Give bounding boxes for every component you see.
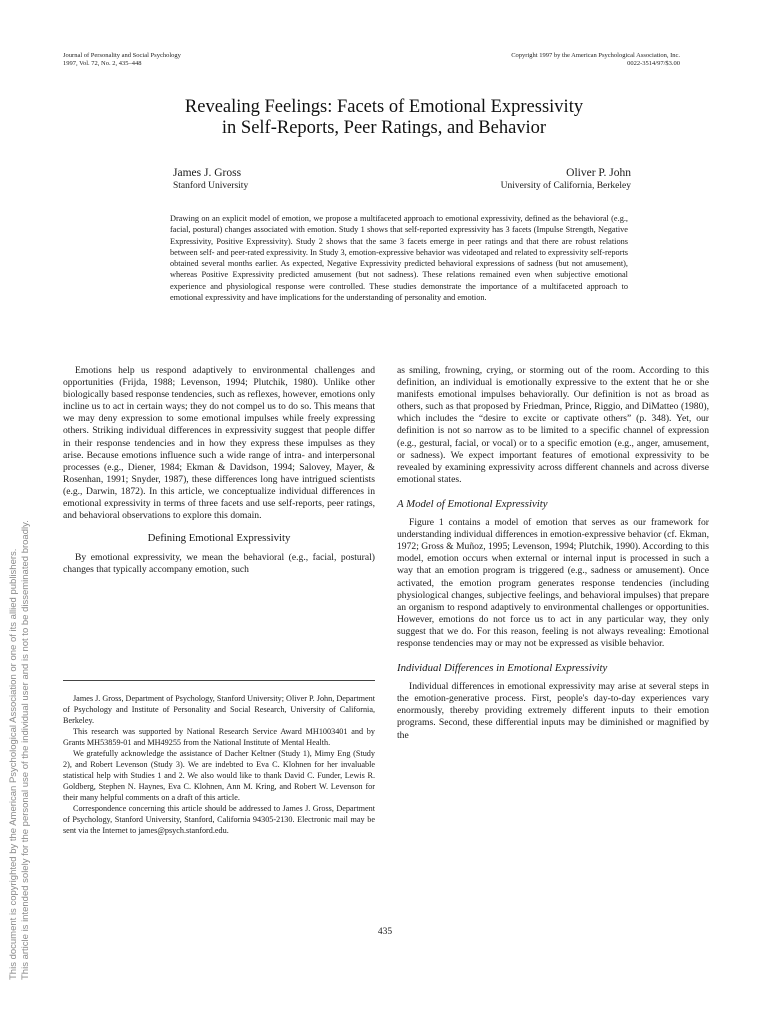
author-name: James J. Gross — [173, 167, 242, 179]
page-number: 435 — [377, 927, 393, 937]
title-line-1: Revealing Feelings: Facets of Emotional Expressivity — [184, 97, 584, 117]
author-affiliation: Stanford University — [173, 181, 249, 191]
section-heading: Defining Emotional Expressivity — [147, 532, 291, 545]
footnote-acknowledgments: We gratefully acknowledge the assistance of Dacher Keltner (Study 1), Mimy Eng (Study 2), and Robert Levenson (Study 3). We are indebted to Eva C. Klohnen for her invaluable statistical help with Studies 1 and 2. We also would like to thank David C. Funder, Lewis R. Goldberg, Stephen N. Haynes, Eva C. Klohnen, Ann M. Kring, and Robert W. Levenson for their many helpful comments on a draft of this article. — [63, 749, 375, 802]
body-paragraph: as smiling, frowning, crying, or storming out of the room. According to this definition, an individual is emotionally expressive to the extent that he or she manifests emotional impulses behaviorally. Our definition is not as broad as others, such as that proposed by Friedman, Prince, Riggio, and DiMatteo (1980), which includes the “desire to excite or captivate others” (p. 348). Yet, our definition is not so narrow as to be limited to a specific channel of expression (e.g., gestural, facial, or vocal) or to a specific emotion (e.g., anger, amusement, or sadness). We expect important features of emotional expressivity to be revealed by examining expressivity across different channels and across diverse emotional states. — [397, 365, 709, 485]
copyright-side-notice: This document is copyrighted by the American Psychological Association or one of its allied publishers. — [8, 548, 19, 980]
footnote-funding: This research was supported by National Research Service Award MH1003401 and by Grants MH53859-01 and MH49255 from the National Institute of Mental Health. — [63, 727, 375, 747]
intro-paragraph: Emotions help us respond adaptively to environmental challenges and opportunities (Frijda, 1988; Levenson, 1994; Plutchik, 1980). Unlike other biologically based response tendencies, such as reflexes, however, emotions only incline us to act in certain ways; they do not compel us to do so. This means that we may deny expression to some emotional impulses while freely expressing others. Striking individual differences in expressivity suggest that people differ in their response tendencies and in how they express these impulses as they arise. Because emotions influence such a wide range of intra- and interpersonal processes (e.g., Diener, 1984; Ekman & Davidson, 1994; Salovey, Mayer, & Rosenhan, 1991; Snyder, 1987), these differences long have intrigued scientists (e.g., Darwin, 1872). In this article, we conceptualize individual differences in emotional expressivity in terms of three facets and use self-reports, peer ratings, and behavioral observations to explore this domain. — [63, 365, 375, 522]
subsection-heading: Individual Differences in Emotional Expressivity — [397, 662, 608, 675]
author-affiliation: University of California, Berkeley — [500, 181, 631, 191]
issn-price: 0022-3514/97/$3.00 — [627, 60, 680, 67]
journal-name: Journal of Personality and Social Psychology — [63, 52, 181, 59]
copyright-info — [511, 52, 680, 68]
body-paragraph: Figure 1 contains a model of emotion that serves as our framework for understanding individual differences in emotion-expressive behavior (cf. Ekman, 1972; Gross & Muñoz, 1995; Levenson, 1994; Plutchik, 1990). According to this model, emotion occurs when external or internal input is processed in such a way that an emotion program is triggered (e.g., sadness or amusement). Once activated, the emotion program generates response tendencies (including physiological changes, subjective feelings, and behavioral impulses) that prepare an organism to respond adaptively to environmental challenges or opportunities. However, emotions do not force us to act in any particular way, they only suggest that we do. For this reason, feeling is not always revealing: Emotional response tendencies may or may not be expressed as visible behavior. — [397, 517, 709, 649]
right-column — [397, 365, 709, 742]
body-paragraph: By emotional expressivity, we mean the behavioral (e.g., facial, postural) changes that typically accompany emotion, such — [63, 552, 375, 576]
footnote-correspondence: Correspondence concerning this article should be addressed to James J. Gross, Department of Psychology, Stanford University, Stanford, California 94305-2130. Electronic mail may be sent via the Internet to james@psych.stanford.edu. — [63, 804, 375, 835]
abstract: Drawing on an explicit model of emotion, we propose a multifaceted approach to emotional expressivity, defined as the behavioral (e.g., facial, postural) changes associated with emotion. Study 1 shows that self-reported expressivity has 3 facets (Impulse Strength, Negative Expressivity, Positive Expressivity). Study 2 shows that the same 3 facets emerge in peer ratings and that there are robust relations between self- and peer-rated expressivity. In Study 3, emotion-expressive behavior was videotaped and related to expressivity self-reports obtained several months earlier. As expected, Negative Expressivity predicted behavioral expressions of sadness (but not amusement), whereas Positive Expressivity predicted amusement (but not sadness). These relations remained even when subjective emotional experience and physiological response were controlled. These studies demonstrate the importance of a multifaceted approach to emotional expressivity and have implications for the understanding of personality and emotion. — [170, 214, 628, 303]
subsection-heading: A Model of Emotional Expressivity — [397, 497, 548, 510]
author-block-1 — [173, 167, 248, 192]
journal-info — [63, 52, 181, 68]
left-column — [63, 365, 375, 577]
paper-title — [60, 97, 708, 139]
copyright-notice: Copyright 1997 by the American Psychological Association, Inc. — [511, 52, 680, 59]
journal-volume: 1997, Vol. 72, No. 2, 435–448 — [63, 60, 142, 67]
footnotes — [63, 680, 375, 836]
author-name: Oliver P. John — [566, 167, 631, 179]
title-line-2: in Self-Reports, Peer Ratings, and Behavior — [221, 118, 547, 138]
usage-side-notice: This article is intended solely for the personal use of the individual user and is not to be disseminated broadly. — [20, 520, 31, 980]
author-block-2 — [501, 167, 631, 192]
footnote-affiliations: James J. Gross, Department of Psychology, Stanford University; Oliver P. John, Department of Psychology and Institute of Personality and Social Research, University of California, Berkeley. — [63, 694, 375, 725]
body-paragraph: Individual differences in emotional expressivity may arise at several steps in the emotion-generative process. First, people's day-to-day experiences vary enormously, thereby providing extremely different inputs to their emotion programs. Second, these differential inputs may be diminished or magnified by the — [397, 681, 709, 741]
